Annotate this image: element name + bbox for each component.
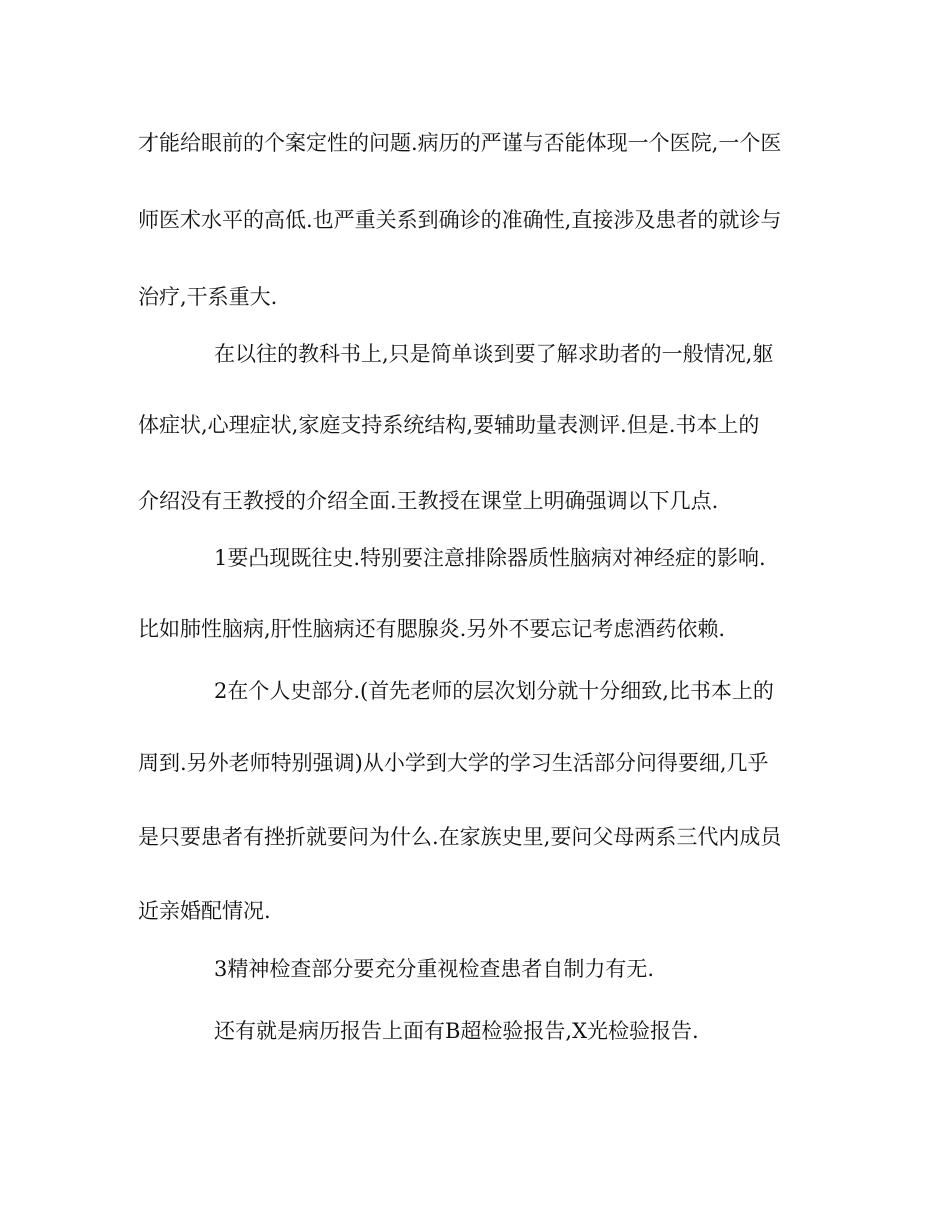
paragraph-line: 比如肺性脑病,肝性脑病还有腮腺炎.另外不要忘记考虑酒药依赖. <box>138 617 726 641</box>
paragraph-line: 才能给眼前的个案定性的问题.病历的严谨与否能体现一个医院,一个医 <box>138 131 782 155</box>
paragraph-line: 治疗,干系重大. <box>138 285 278 309</box>
paragraph-line: 2在个人史部分.(首先老师的层次划分就十分细致,比书本上的 <box>214 679 774 703</box>
paragraph-line: 在以往的教科书上,只是简单谈到要了解求助者的一般情况,躯 <box>214 342 774 366</box>
paragraph-line: 还有就是病历报告上面有B超检验报告,X光检验报告. <box>214 1019 699 1043</box>
paragraph-line: 周到.另外老师特别强调)从小学到大学的学习生活部分问得要细,几乎 <box>138 751 769 775</box>
paragraph-line: 体症状,心理症状,家庭支持系统结构,要辅助量表测评.但是.书本上的 <box>138 413 760 437</box>
paragraph-line: 是只要患者有挫折就要问为什么.在家族史里,要问父母两系三代内成员 <box>138 825 782 849</box>
paragraph-line: 师医术水平的高低.也严重关系到确诊的准确性,直接涉及患者的就诊与 <box>138 208 782 232</box>
paragraph-line: 3精神检查部分要充分重视检查患者自制力有无. <box>214 957 655 981</box>
paragraph-line: 1要凸现既往史.特别要注意排除器质性脑病对神经症的影响. <box>214 546 766 570</box>
paragraph-line: 近亲婚配情况. <box>138 899 271 923</box>
paragraph-line: 介绍没有王教授的介绍全面.王教授在课堂上明确强调以下几点. <box>138 489 719 513</box>
